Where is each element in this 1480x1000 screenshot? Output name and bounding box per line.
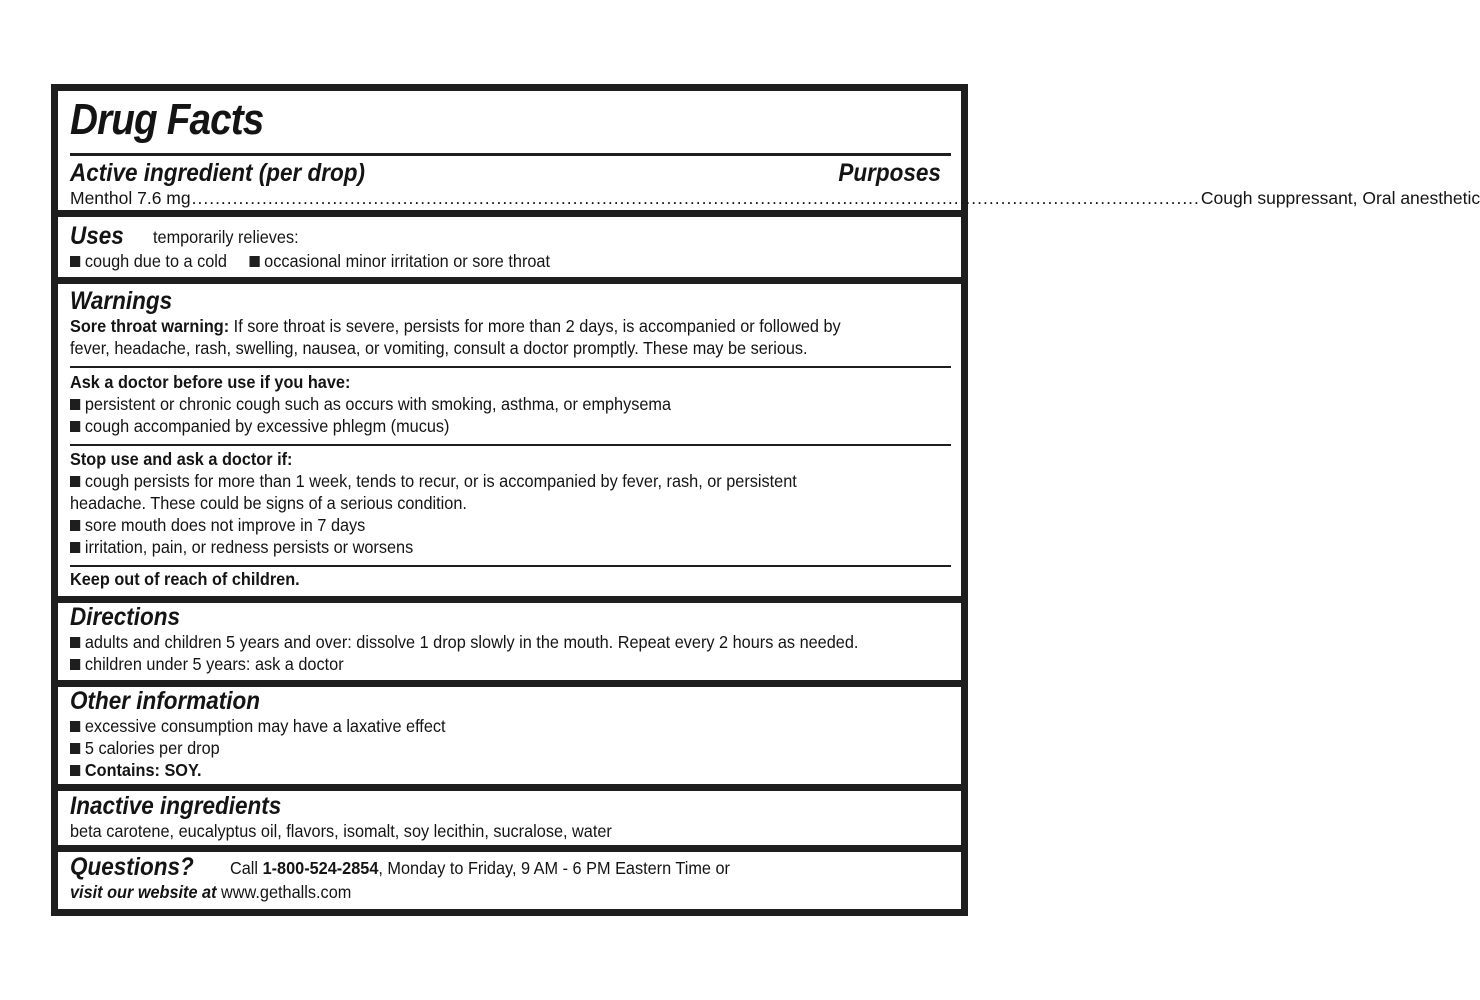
- phone-number: 1-800-524-2854: [262, 858, 379, 878]
- sore-throat-text-1: If sore throat is severe, persists for more than 2 days, is accompanied or followed by: [229, 316, 841, 336]
- directions-heading: Directions: [70, 603, 181, 631]
- active-ingredient-name: Menthol 7.6 mg: [70, 188, 191, 208]
- uses-items: [70, 250, 889, 272]
- subsection-rule: [70, 366, 951, 368]
- drug-facts-title: Drug Facts: [70, 95, 264, 144]
- stop-use-item-3: irritation, pain, or redness persists or worsens: [84, 537, 414, 557]
- list-item: [70, 653, 889, 675]
- bullet-icon: [70, 421, 80, 432]
- ask-doctor-item-2: cough accompanied by excessive phlegm (mucus): [84, 416, 450, 436]
- directions-item-2: children under 5 years: ask a doctor: [84, 654, 344, 674]
- bullet-icon: [70, 637, 80, 648]
- sore-throat-label: Sore throat warning:: [70, 316, 230, 336]
- bullet-icon: [249, 256, 259, 267]
- list-item: [70, 393, 889, 415]
- stop-use-item-2: sore mouth does not improve in 7 days: [84, 515, 366, 535]
- bullet-icon: [70, 542, 80, 553]
- uses-heading: Uses: [70, 222, 124, 250]
- keep-out-text: Keep out of reach of children.: [70, 569, 300, 589]
- bullet-icon: [70, 476, 80, 487]
- stop-use-item-1-cont: headache. These could be signs of a serious condition.: [70, 493, 467, 513]
- other-info-item-1: excessive consumption may have a laxative effect: [84, 716, 446, 736]
- keep-out-section: [58, 568, 961, 590]
- section-bar: [58, 845, 961, 852]
- title-section: [58, 95, 961, 145]
- website-line: [70, 881, 889, 903]
- website-link[interactable]: www.gethalls.com: [221, 882, 352, 902]
- section-bar: [58, 277, 961, 284]
- stop-use-item-1: cough persists for more than 1 week, tends to recur, or is accompanied by fever, rash, or persistent: [84, 471, 797, 491]
- ask-doctor-heading: Ask a doctor before use if you have:: [70, 372, 351, 392]
- list-item: [70, 470, 889, 492]
- other-info-item-2: 5 calories per drop: [84, 738, 220, 758]
- stop-use-section: [58, 448, 961, 558]
- list-item: [70, 514, 889, 536]
- list-item: [70, 536, 889, 558]
- ask-doctor-section: [58, 371, 961, 437]
- sore-throat-text-2: fever, headache, rash, swelling, nausea, or vomiting, consult a doctor promptly. These may be serious.: [70, 338, 808, 358]
- section-bar: [58, 596, 961, 603]
- ask-doctor-item-1: persistent or chronic cough such as occurs with smoking, asthma, or emphysema: [84, 394, 672, 414]
- bullet-icon: [70, 721, 80, 732]
- subsection-rule: [70, 565, 951, 567]
- bullet-icon: [70, 520, 80, 531]
- section-bar: [58, 680, 961, 687]
- bullet-icon: [70, 659, 80, 670]
- bullet-icon: [70, 765, 80, 776]
- questions-call-line: Call 1-800-524-2854, Monday to Friday, 9 AM - 6 PM Eastern Time or: [230, 858, 731, 878]
- active-ingredient-row: [70, 187, 1480, 209]
- website-label: visit our website at: [70, 882, 217, 902]
- section-bar: [58, 784, 961, 791]
- title-rule: [70, 153, 951, 156]
- directions-section: [58, 603, 961, 675]
- contains-text: Contains: SOY.: [84, 760, 202, 780]
- uses-item-cold: cough due to a cold: [84, 251, 227, 271]
- bullet-icon: [70, 399, 80, 410]
- uses-section: [58, 222, 961, 272]
- active-ingredient-heading: Active ingredient (per drop): [70, 159, 366, 187]
- bullet-icon: [70, 743, 80, 754]
- list-item: [70, 715, 889, 737]
- list-item: [70, 631, 889, 653]
- questions-section: [58, 853, 961, 903]
- leader-dots: ............................................................................................................................................................................: [191, 188, 1200, 208]
- questions-heading: Questions?: [70, 853, 194, 881]
- directions-item-1: adults and children 5 years and over: dissolve 1 drop slowly in the mouth. Repeat every 2 hours as needed.: [84, 632, 859, 652]
- inactive-ingredients-section: [58, 792, 961, 842]
- other-info-section: [58, 687, 961, 781]
- stop-use-heading: Stop use and ask a doctor if:: [70, 449, 293, 469]
- active-ingredient-section: [58, 159, 1480, 209]
- inactive-ingredients-text: beta carotene, eucalyptus oil, flavors, isomalt, soy lecithin, sucralose, water: [70, 821, 612, 841]
- drug-facts-panel: [51, 84, 1480, 916]
- section-bar: [58, 210, 961, 217]
- list-item: [70, 415, 889, 437]
- subsection-rule: [70, 444, 951, 446]
- other-info-heading: Other information: [70, 687, 260, 715]
- bullet-icon: [70, 256, 80, 267]
- active-ingredient-purpose: Cough suppressant, Oral anesthetic: [1200, 188, 1480, 208]
- sore-throat-warning: [70, 315, 889, 337]
- purposes-heading: Purposes: [838, 159, 941, 187]
- warnings-heading: Warnings: [70, 287, 173, 315]
- uses-item-throat: occasional minor irritation or sore throat: [264, 251, 550, 271]
- list-item: [70, 759, 889, 781]
- list-item: [70, 737, 889, 759]
- warnings-section: [58, 287, 961, 359]
- uses-intro: temporarily relieves:: [152, 227, 299, 247]
- inactive-ingredients-heading: Inactive ingredients: [70, 792, 282, 820]
